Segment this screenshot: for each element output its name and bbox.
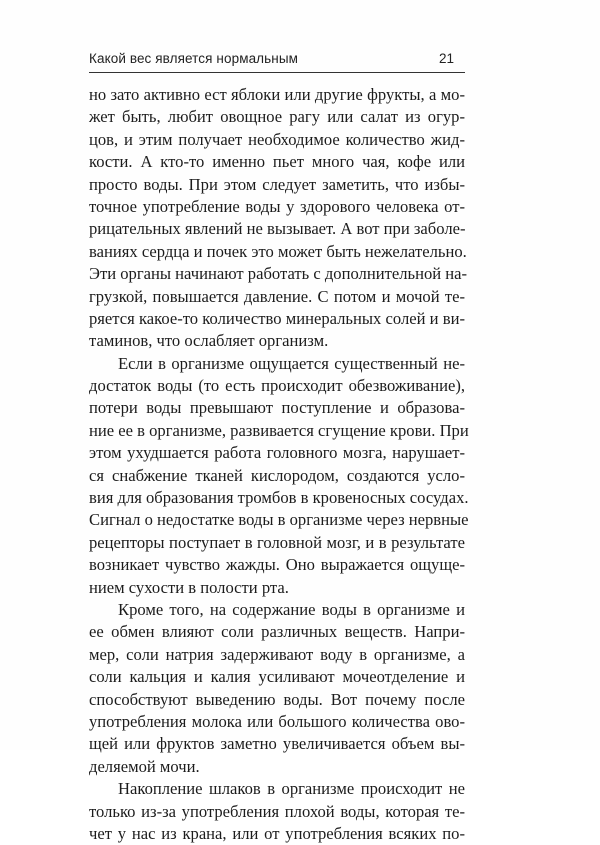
paragraph-line: Кроме того, на содержание воды в организме и: [118, 599, 465, 619]
paragraph-line: грузкой, повышается давление. С потом и мочой те-: [89, 286, 465, 306]
paragraph-line: способствуют выведению воды. Вот почему после: [89, 689, 465, 709]
paragraph-line: щей или фруктов заметно увеличивается объем вы-: [89, 734, 465, 754]
paragraph-line: нием сухости в полости рта.: [89, 577, 289, 597]
paragraph-line: Накопление шлаков в организме происходит не: [118, 779, 465, 799]
page-number: 21: [438, 51, 454, 66]
paragraph-line: ее обмен влияют соли различных веществ. Напри-: [89, 622, 465, 642]
paragraph-line: только из-за употребления плохой воды, которая те-: [89, 801, 465, 821]
paragraph-line: достаток воды (то есть происходит обезвоживание),: [89, 376, 465, 396]
paragraph-line: Если в организме ощущается существенный не-: [118, 353, 465, 373]
paragraph-line: этом ухудшается работа головного мозга, нарушает-: [89, 443, 465, 463]
paragraph-line: мер, соли натрия задерживают воду в организме, а: [89, 644, 465, 664]
paragraph-line: ваниях сердца и почек это может быть нежелательно.: [89, 241, 467, 261]
paragraph-line: соли кальция и калия усиливают мочеотделение и: [89, 667, 465, 687]
paragraph: [89, 778, 465, 845]
header-rule: [89, 72, 465, 73]
paragraph-line: но зато активно ест яблоки или другие фрукты, а мо-: [89, 85, 465, 104]
paragraph-line: деляемой мочи.: [89, 756, 200, 776]
body-text: [89, 84, 469, 845]
paragraph-line: ряется какое-то количество минеральных солей и ви-: [89, 308, 465, 328]
paragraph: [89, 353, 469, 599]
paragraph-line: точное употребление воды у здорового человека от-: [89, 196, 465, 216]
paragraph-line: потери воды превышают поступление и образова-: [89, 398, 465, 418]
paragraph-line: просто воды. При этом следует заметить, что избы-: [89, 174, 465, 194]
paragraph-line: жет быть, любит овощное рагу или салат из огур-: [89, 107, 465, 127]
paragraph-line: употребления молока или большого количества ово-: [89, 711, 465, 731]
paragraph-line: Сигнал о недостатке воды в организме через нервные: [89, 510, 469, 530]
running-head: [89, 49, 454, 69]
paragraph-line: ся снабжение тканей кислородом, создаются усло-: [89, 465, 465, 485]
paragraph-line: чет у нас из крана, или от употребления всяких по-: [89, 823, 465, 843]
paragraph-line: цов, и этим получает необходимое количество жид-: [89, 129, 465, 149]
paragraph-line: вия для образования тромбов в кровеносных сосудах.: [89, 488, 469, 508]
paragraph-line: Эти органы начинают работать с дополнительной на-: [89, 264, 468, 284]
paragraph: [89, 599, 465, 778]
paragraph-line: рицательных явлений не вызывает. А вот при заболе-: [89, 219, 466, 239]
paragraph: [89, 84, 468, 353]
paragraph-line: ние ее в организме, развивается сгущение крови. При: [89, 420, 469, 440]
paragraph-line: возникает чувство жажды. Оно выражается ощуще-: [89, 555, 465, 575]
paragraph-line: кости. А кто-то именно пьет много чая, кофе или: [89, 152, 465, 172]
paragraph-line: рецепторы поступает в головной мозг, и в результате: [89, 532, 465, 552]
paragraph-line: таминов, что ослабляет организм.: [89, 331, 329, 351]
running-head-title: Какой вес является нормальным: [89, 51, 299, 66]
